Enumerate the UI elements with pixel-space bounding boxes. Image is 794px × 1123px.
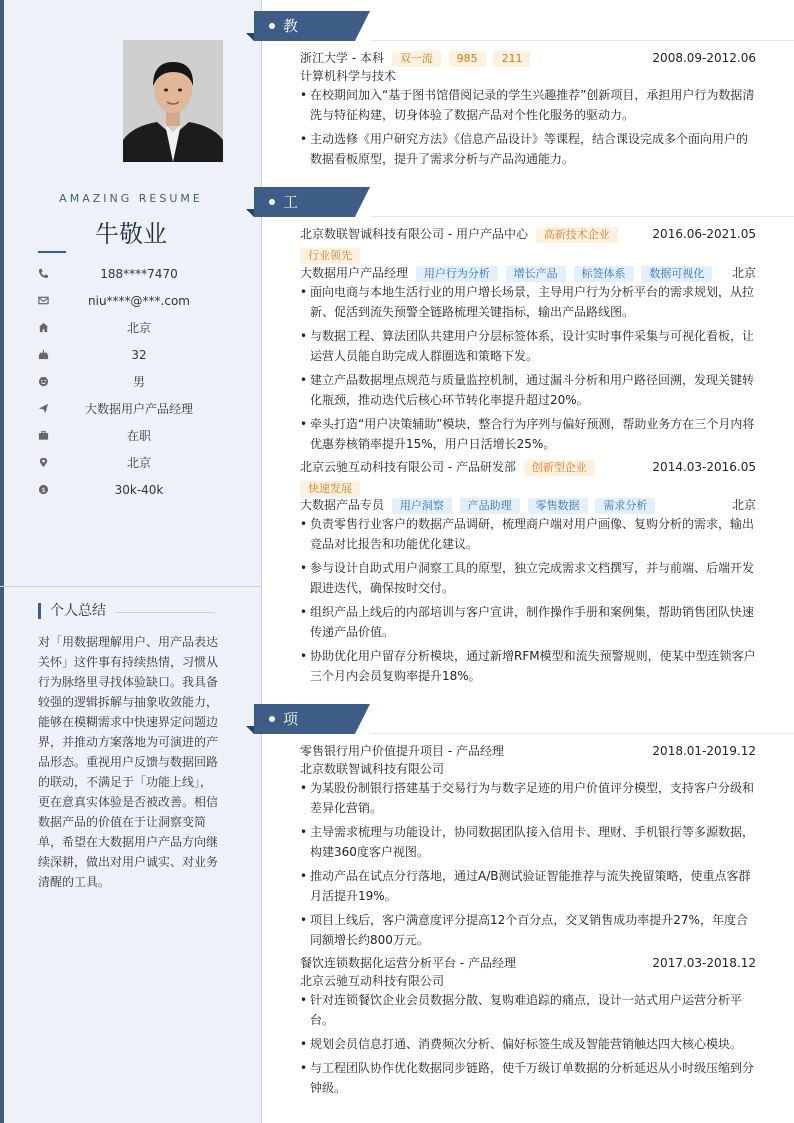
job-bullet: • 负责零售行业客户的数据产品调研，梳理商户端对用户画像、复购分析的需求，输出竞品对比报告和功能优化建议。 (300, 514, 756, 554)
info-status (38, 427, 238, 447)
school-name: 浙江大学 - 本科 (300, 51, 384, 65)
home-value: 北京 (126, 321, 151, 335)
skill-tag: 数据可视化 (641, 266, 712, 282)
skill-tag: 零售数据 (528, 498, 588, 514)
job-dates: 2014.03-2016.05 (652, 460, 756, 474)
info-position (38, 400, 238, 420)
city-value: 北京 (126, 456, 151, 470)
skill-tag: 产品助理 (460, 498, 520, 514)
project-bullet: • 推动产品在试点分行落地，通过A/B测试验证智能推荐与流失挽留策略，使重点客群月活提升19%。 (300, 866, 756, 906)
home-icon (38, 322, 50, 334)
position-value: 大数据用户产品经理 (84, 402, 193, 416)
ribbon-fold (246, 726, 254, 734)
job-bullet: • 面向电商与本地生活行业的用户增长场景，主导用户行为分析平台的需求规划，从拉新、促活到流失预警全链路梳理关键指标，输出产品路线图。 (300, 282, 756, 322)
job-bullet: • 协助优化用户留存分析模块，通过新增RFM模型和流失预警规则，使某中型连锁客户三个月内会员复购率提升18%。 (300, 646, 756, 686)
job-city: 北京 (731, 266, 756, 280)
ribbon-fold (246, 209, 254, 217)
project-company: 北京数联智诚科技有限公司 (300, 762, 445, 776)
job-bullet: • 组织产品上线后的内部培训与客户宣讲，制作操作手册和案例集，帮助销售团队快速传递产品价值。 (300, 602, 756, 642)
job-role: 大数据用户产品经理 (300, 266, 409, 280)
school-tag: 211 (493, 51, 530, 67)
job-dates: 2016.06-2021.05 (652, 227, 756, 241)
column-divider (261, 0, 262, 1123)
projects-title: 项目经历 (283, 710, 299, 818)
company-tag: 高新技术企业 (536, 227, 618, 243)
ribbon-dot (269, 199, 275, 205)
education-bullet: • 在校期间加入“基于图书馆借阅记录的学生兴趣推荐”创新项目，承担用户行为数据清洗与特征构建，切身体验了数据产品对个性化服务的驱动力。 (300, 85, 756, 125)
skill-tag: 用户行为分析 (416, 266, 498, 282)
project-name: 零售银行用户价值提升项目 - 产品经理 (300, 744, 504, 758)
skill-tag: 标签体系 (574, 266, 634, 282)
project-name: 餐饮连锁数据化运营分析平台 - 产品经理 (300, 956, 516, 970)
skill-tag: 增长产品 (506, 266, 566, 282)
job-city: 北京 (731, 498, 756, 512)
company-tag: 行业领先 (300, 248, 360, 264)
resume-label: AMAZING RESUME (59, 192, 203, 205)
work-title: 工作经历 (283, 193, 299, 301)
salary-value: 30k-40k (114, 483, 164, 497)
job-role-row (300, 496, 756, 514)
info-age (38, 346, 238, 366)
project-header-row (300, 954, 756, 972)
send-icon (38, 403, 50, 415)
job-header-row (300, 458, 756, 476)
salary-icon (38, 484, 50, 496)
company-tag: 创新型企业 (524, 460, 595, 476)
project-bullet: • 为某股份制银行搭建基于交易行为与数字足迹的用户价值评分模型，支持客户分级和差异化营销。 (300, 778, 756, 818)
school-tag: 985 (449, 51, 486, 67)
job-role-row (300, 264, 756, 282)
cake-icon (38, 349, 50, 361)
email-value: niu****@***.com (88, 294, 190, 308)
sidebar (0, 0, 262, 1123)
summary-text: 对「用数据理解用户、用产品表达关怀」这件事有持续热情，习惯从行为脉络里寻找体验缺口。我具备较强的逻辑拆解与抽象收敛能力，能够在模糊需求中快速界定问题边界，并推动方案落地为可演进的产品形态。重视用户反馈与数据回路的联动，不满足于「功能上线」，更在意真实体验是否被改善。相信数据产品的价值在于让洞察变简单，希望在大数据用户产品方向继续深耕，做出对用户诚实、对业务清醒的工具。 (38, 635, 219, 889)
company-tag: 快速发展 (300, 481, 360, 497)
project-header-row (300, 742, 756, 760)
info-salary (38, 481, 238, 501)
sidebar-accent-bar (0, 0, 4, 1123)
summary-title: 个人总结 (38, 603, 106, 619)
education-major: 计算机科学与技术 (300, 69, 397, 83)
job-role: 大数据产品专员 (300, 498, 385, 512)
info-phone (38, 265, 238, 285)
job-header-row (300, 225, 756, 243)
skill-tag: 需求分析 (595, 498, 655, 514)
education-bullet: • 主动选修《用户研究方法》《信息产品设计》等课程，结合课设完成多个面向用户的数据看板原型，提升了需求分析与产品沟通能力。 (300, 129, 756, 169)
education-header-row (300, 49, 756, 67)
smile-icon (38, 376, 50, 388)
project-dates: 2017.03-2018.12 (652, 956, 756, 970)
gender-value: 男 (132, 375, 145, 389)
company-name: 北京数联智诚科技有限公司 - 用户产品中心 (300, 227, 528, 241)
svg-text:$: $ (41, 485, 46, 494)
job-bullet: • 牵头打造“用户决策辅助”模块，整合行为序列与偏好预测，帮助业务方在三个月内将优惠券核销率提升15%，用户日活增长25%。 (300, 414, 756, 454)
info-home (38, 319, 238, 339)
job-tag-row (300, 246, 756, 264)
project-bullet: • 项目上线后，客户满意度评分提高12个百分点，交叉销售成功率提升27%，年度合同额增长约800万元。 (300, 910, 756, 950)
education-title: 教育经历 (283, 17, 299, 125)
info-email (38, 292, 238, 312)
project-dates: 2018.01-2019.12 (652, 744, 756, 758)
project-bullet: • 针对连锁餐饮企业会员数据分散、复购难追踪的痛点，设计一站式用户运营分析平台。 (300, 990, 756, 1030)
sidebar-separator (0, 586, 262, 587)
project-bullet: • 与工程团队协作优化数据同步链路，使千万级订单数据的分析延迟从小时级压缩到分钟级。 (300, 1058, 756, 1098)
age-value: 32 (131, 348, 147, 362)
phone-value: 188****7470 (100, 267, 178, 281)
job-bullet: • 参与设计自助式用户洞察工具的原型，独立完成需求文档撰写，并与前端、后端开发跟进迭代，确保按时交付。 (300, 558, 756, 598)
education-dates: 2008.09-2012.06 (652, 51, 756, 65)
location-icon (38, 457, 50, 469)
project-company: 北京云驰互动科技有限公司 (300, 974, 445, 988)
company-name: 北京云驰互动科技有限公司 - 产品研发部 (300, 460, 516, 474)
ribbon-fold (246, 33, 254, 41)
job-tag-row (300, 479, 756, 497)
person-name: 牛敬业 (95, 220, 167, 248)
section-rule (370, 216, 794, 217)
project-bullet: • 规划会员信息打通、消费频次分析、偏好标签生成及智能营销触达四大核心模块。 (300, 1034, 756, 1054)
project-bullet: • 主导需求梳理与功能设计，协同数据团队接入信用卡、理财、手机银行等多源数据，构建360度客户视图。 (300, 822, 756, 862)
name-underline (38, 251, 66, 253)
email-icon (38, 295, 50, 307)
ribbon-dot (269, 716, 275, 722)
profile-photo (123, 40, 223, 162)
phone-icon (38, 268, 50, 280)
section-rule (370, 40, 794, 41)
skill-tag: 用户洞察 (392, 498, 452, 514)
info-gender (38, 373, 238, 393)
section-rule (370, 733, 794, 734)
school-tag: 双一流 (392, 51, 441, 67)
ribbon-dot (269, 23, 275, 29)
summary-title-rule (115, 612, 215, 613)
briefcase-icon (38, 430, 50, 442)
job-bullet: • 建立产品数据埋点规范与质量监控机制，通过漏斗分析和用户路径回溯，发现关键转化瓶颈，推动迭代后核心环节转化率提升超过20%。 (300, 370, 756, 410)
info-city (38, 454, 238, 474)
status-value: 在职 (126, 429, 151, 443)
job-bullet: • 与数据工程、算法团队共建用户分层标签体系，设计实时事件采集与可视化看板，让运营人员能自助完成人群圈选和策略下发。 (300, 326, 756, 366)
